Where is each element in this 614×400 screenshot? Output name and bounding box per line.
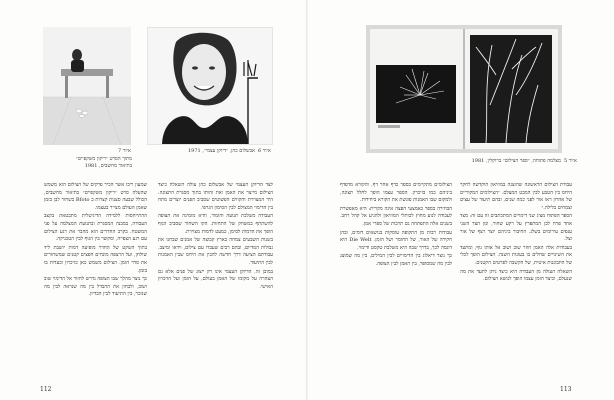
open-book-image	[366, 25, 562, 153]
figure-7-number: איור 7	[118, 148, 131, 154]
paragraph: בשנות השבעים צמחה בארץ קבוצה של אמנים שבחנו את גבולות המדיום, ובהם רבים שעבדו עם צילום, וידאו ומיצב. עבודתם הציעה דרך חדשה להבין את היחס שבין האמנות לבין התיעוד.	[158, 237, 273, 266]
figure-5-number: איור 5	[564, 158, 577, 164]
figure-room-photo	[43, 27, 131, 145]
paragraph: במובן זה, הדיוקן העצמי אינו רק ייצוג של פנים אלא גם הצהרה על מקומו של האמן בעולם, על הזמן ועל הזיכרון האישי.	[158, 268, 273, 290]
right-page-column-right	[460, 182, 572, 378]
figure-portrait-photo	[147, 27, 273, 145]
paragraph: לצד הדיוקן העצמי של אבשלום כהן עולה השאלה כיצד הצילום מייצר את האמן ואת זהותו בתוך מסגרת התצוגה. היד המצוירת והקווים הפשוטים שסביב הפנים יוצרים מתח בין הדימוי המצולם לבין הסימון הגרפי.	[158, 182, 273, 211]
left-page-column-right	[44, 182, 147, 378]
paragraph: ההתייחסות ללמידה הדיגיטלית מתבטאת בקצב העבודה, במבנה המסגרת ובתנועת המצלמה על פני המשטח. בקרב החדרים הוא מחבר את רגע הצילום עם רגע הצפייה, ומקשר בין הגוף לבין הטכניקה.	[44, 213, 147, 243]
paragraph: כך נוצר מהלך שבו הצופה נדרש לחזור אל הדימוי שוב ושוב, ולבחון את ההבדל בין מה שנראה לבין מה שנזכר, בין התיעוד לבין הבדיון.	[44, 276, 147, 298]
figure-7-caption-line1: מתוך הסרט ״ריקון משקפיים״	[75, 156, 132, 162]
paragraph: העבודה משלבת תנועה והומור, והיא מזמינה את הצופה להשתתף במשחק של התחזות. הקו השחור שסביב הגוף הופך את הדמות לסימן, כמעט לדמות מצוירת.	[158, 213, 273, 235]
paragraph: הבחירה בספר כאמצעי הפצה אינה מקרית: היא מאפשרת לעבודה לנוע מחוץ לכותלי המוזיאון ולהגיע אל קהל רחב. בשנים אלה התפתחה גם תרבות של ספרי אמן.	[340, 205, 452, 227]
figure-5-caption: מצלמה פתוחה, ״ספר הצילום״ ברוקלין, 1981	[471, 158, 561, 164]
figure-7-caption-line2: בתיאור מחשבים, 1981	[84, 163, 132, 169]
right-page-column-left	[340, 182, 452, 378]
paragraph: הספר הפתוח מציג שני דימויים המתכתבים זה עם זה: מצד אחד פרח לבן המתפרץ על רקע שחור, ומן הצד השני ענפים עירומים בשלג. החיבור ביניהם יוצר רצף של אור וצל.	[460, 213, 572, 243]
figure-6-caption: אבשלום כהן, ״דיוקן עצמי״, 1971	[187, 148, 255, 154]
paragraph: הצילומים מתקיימים בספר כדף אחר דף, והקורא מדפדף ביניהם כמו בזיכרון. הספר עצמו הופך לחלל תצוגה, ולמקום שבו האמנות פוגשת את הקורא ביחידות.	[340, 182, 452, 204]
self-portrait-image	[148, 28, 273, 145]
paragraph: עבודת הצילום הראשונה שהוצגה במוזיאון הוקדשה לחקר היחס בין הטבע לבין המבט המצלם. ״הצילומים המקוריים של אהרון ראו אור לפני כמה שנים, ובהם תיעוד של עצים וצמחים בלילה.״	[460, 182, 572, 211]
paragraph: השאלה העולה מן העבודה היא כיצד ניתן לתעד את מה שנעלם, וכיצד הזמן עצמו הופך לנושא הצילום.	[460, 268, 572, 283]
paragraph: עבודות רבות מן התקופה עוסקות בנושאים דומים, ובהן חקירה של האור, של החומר ושל הזמן. Die Welt היא דוגמה לכך, בדרך שבה היא משלבת טקסט ודימוי.	[340, 229, 452, 251]
left-page-column-left	[158, 182, 273, 378]
left-page-number: 112	[40, 386, 52, 393]
right-page-number: 113	[560, 386, 572, 393]
paragraph: בתוך השקט של החדר מופיעה דמות יושבת ליד שולחן, ועל הרצפה מונחים חפצים קטנים שמשחזרים את סדר הזמן. הצילום משמש כאן כזיכרון וכעדות בו בזמן.	[44, 244, 147, 274]
figure-6-number: איור 6	[258, 148, 271, 154]
paragraph: בעבודות אלה האמן חוזר שוב ושוב אל אותו נוף, ומתעד את השינויים שחלים בו בעונות השנה. הצילום הופך לכלי של התבוננות איטית, של הקשבה לפרטים הקטנים.	[460, 244, 572, 266]
paragraph: שמעון ריבו אשר הכיר פרקים של הצילום הוא משמש שהעלה סרט ״ריקון משקפיים״ בתיאור מחשבים, הכולל שבעה סצנות קצרות ב Bfoto בשחור לבן בזמן שאמן העולם מצייר בעצמו.	[44, 182, 147, 211]
figure-open-book-photo	[366, 25, 562, 153]
book-gutter	[306, 0, 308, 400]
room-scene-image	[43, 27, 131, 145]
paragraph: כך נוצר דיאלוג בין הדימויים לבין המילים, בין מה שמוצג לבין מה שמסופר, בין האמן לבין הצופה.	[340, 253, 452, 267]
